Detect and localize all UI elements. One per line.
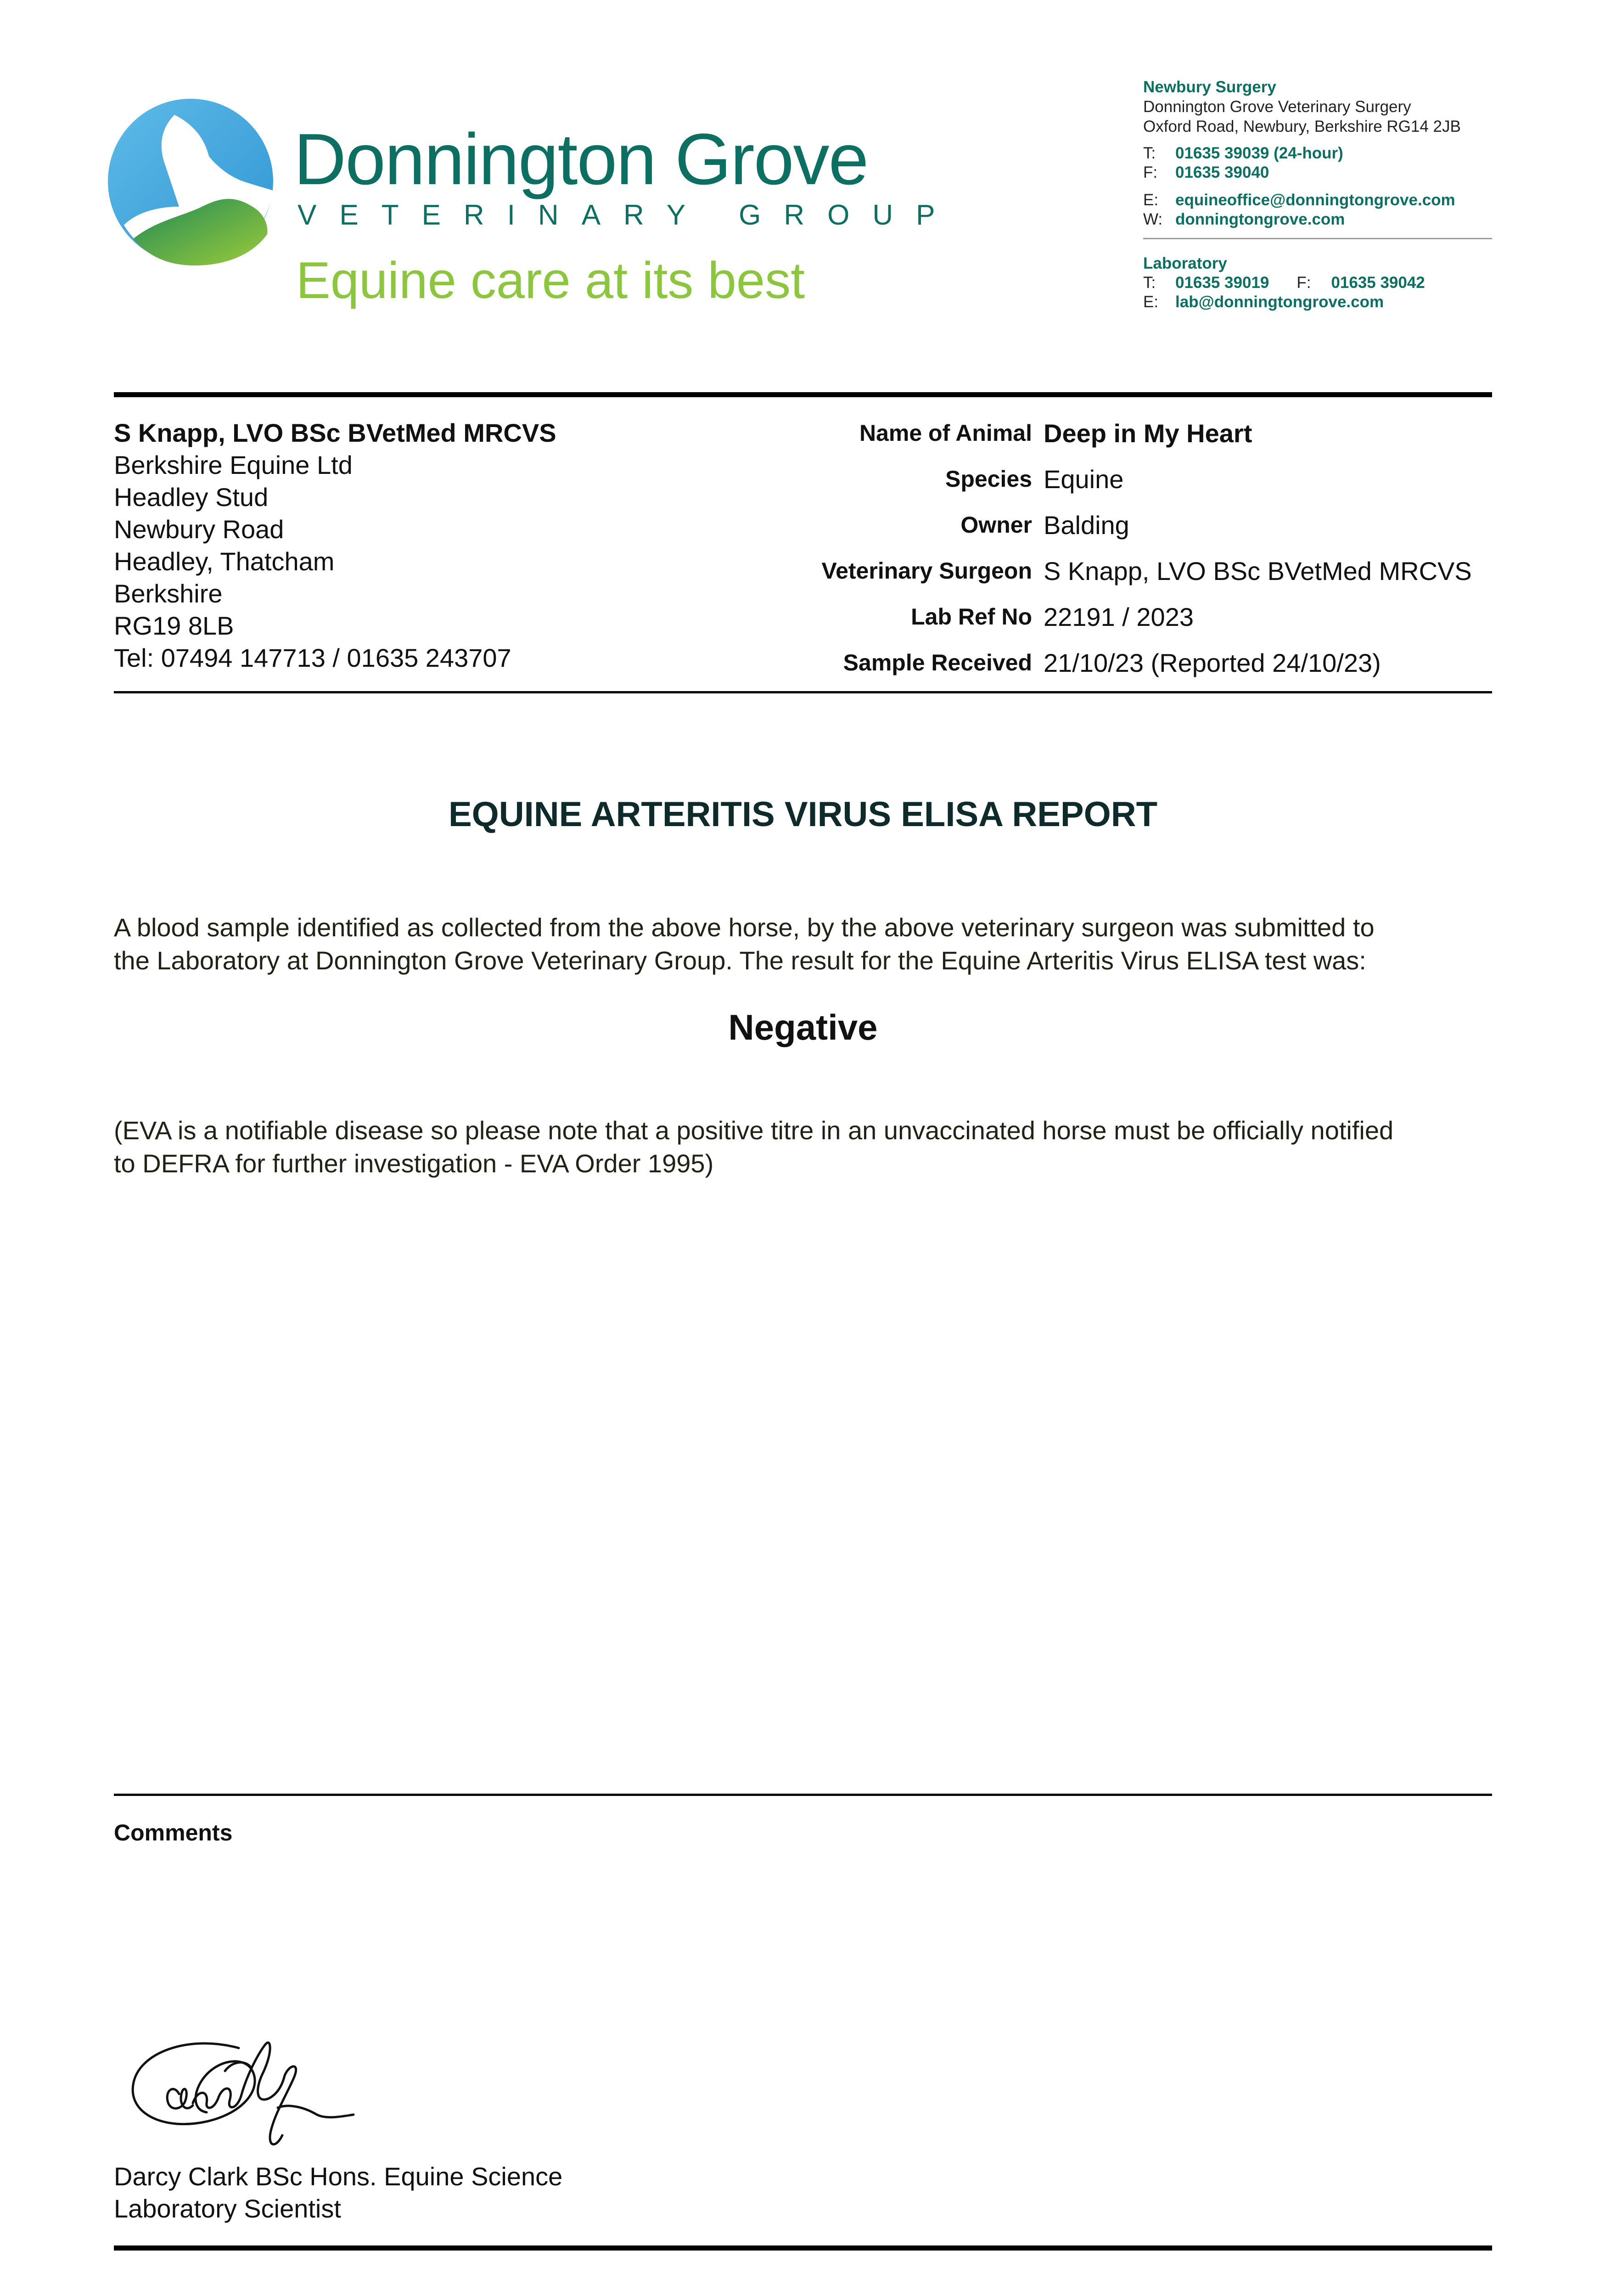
recipient-line: Headley, Thatcham: [114, 547, 335, 576]
footer-rule: [114, 2245, 1492, 2251]
vet-surgeon-value: S Knapp, LVO BSc BVetMed MRCVS: [1044, 557, 1472, 585]
brand-subtitle: VETERINARY GROUP: [297, 199, 958, 231]
surgery-address: Oxford Road, Newbury, Berkshire RG14 2JB: [1143, 118, 1461, 135]
horse-head-logo-icon: [106, 96, 275, 266]
species-value: Equine: [1044, 465, 1124, 494]
lab-tel-key: T:: [1143, 274, 1156, 292]
surgery-title: Newbury Surgery: [1143, 78, 1276, 96]
surgery-fax: [1143, 164, 1269, 180]
signatory-name: Darcy Clark BSc Hons. Equine Science: [114, 2162, 563, 2191]
comments-label: Comments: [114, 1820, 233, 1846]
report-note-line: to DEFRA for further investigation - EVA Order 1995): [114, 1149, 714, 1178]
lab-phone-fax: [1143, 275, 1425, 291]
vet-surgeon-label: Veterinary Surgeon: [821, 558, 1032, 584]
lab-ref-label: Lab Ref No: [911, 604, 1032, 630]
contact-divider: [1143, 238, 1492, 239]
test-result: Negative: [728, 1007, 878, 1047]
surgery-name: Donnington Grove Veterinary Surgery: [1143, 98, 1411, 116]
signature-image: [124, 2016, 363, 2163]
brand-name: Donnington Grove: [294, 119, 868, 200]
surgery-tel: [1143, 145, 1343, 161]
lab-tel-value[interactable]: 01635 39019: [1175, 274, 1269, 292]
animal-name-value: Deep in My Heart: [1044, 419, 1252, 448]
web-key: W:: [1143, 210, 1163, 228]
tel-key: T:: [1143, 144, 1156, 162]
brand-tagline: Equine care at its best: [296, 252, 805, 309]
report-intro-line: the Laboratory at Donnington Grove Veterinary Group. The result for the Equine Arteritis Virus ELISA test was:: [114, 946, 1366, 975]
sample-received-label: Sample Received: [843, 650, 1032, 675]
surgery-web: [1143, 211, 1345, 227]
lab-email-key: E:: [1143, 293, 1159, 311]
recipient-name: S Knapp, LVO BSc BVetMed MRCVS: [114, 418, 556, 447]
fax-value: 01635 39040: [1175, 163, 1269, 181]
email-key: E:: [1143, 191, 1159, 209]
animal-name-label: Name of Animal: [859, 420, 1032, 446]
comments-rule: [114, 1794, 1492, 1796]
lab-email: [1143, 294, 1384, 310]
owner-value: Balding: [1044, 511, 1129, 540]
report-note-line: (EVA is a notifiable disease so please note that a positive titre in an unvaccinated horse must be officially notified: [114, 1116, 1394, 1145]
recipient-phone: Tel: 07494 147713 / 01635 243707: [114, 643, 511, 672]
owner-label: Owner: [960, 512, 1032, 538]
lab-fax-key: F:: [1296, 274, 1311, 292]
lab-email-link[interactable]: lab@donningtongrove.com: [1175, 293, 1384, 311]
lab-fax-value: 01635 39042: [1331, 274, 1425, 292]
tel-value[interactable]: 01635 39039 (24-hour): [1175, 144, 1343, 162]
email-link[interactable]: equineoffice@donningtongrove.com: [1175, 191, 1455, 209]
web-link[interactable]: donningtongrove.com: [1175, 210, 1345, 228]
header-rule: [114, 392, 1492, 397]
surgery-email: [1143, 192, 1455, 208]
recipient-line: Berkshire Equine Ltd: [114, 450, 353, 479]
signatory-role: Laboratory Scientist: [114, 2194, 341, 2223]
report-intro-line: A blood sample identified as collected from the above horse, by the above veterinary surgeon was submitted to: [114, 913, 1375, 942]
report-title: EQUINE ARTERITIS VIRUS ELISA REPORT: [448, 795, 1158, 834]
report-note: [114, 1114, 1505, 1180]
sample-received-value: 21/10/23 (Reported 24/10/23): [1044, 648, 1381, 677]
report-intro: [114, 911, 1505, 977]
fax-key: F:: [1143, 163, 1158, 181]
recipient-line: RG19 8LB: [114, 611, 234, 640]
recipient-line: Newbury Road: [114, 515, 284, 544]
details-rule: [114, 691, 1492, 693]
lab-title: Laboratory: [1143, 254, 1227, 272]
recipient-line: Berkshire: [114, 579, 223, 608]
species-label: Species: [945, 466, 1032, 492]
lab-ref-value: 22191 / 2023: [1044, 602, 1194, 631]
recipient-line: Headley Stud: [114, 483, 269, 512]
